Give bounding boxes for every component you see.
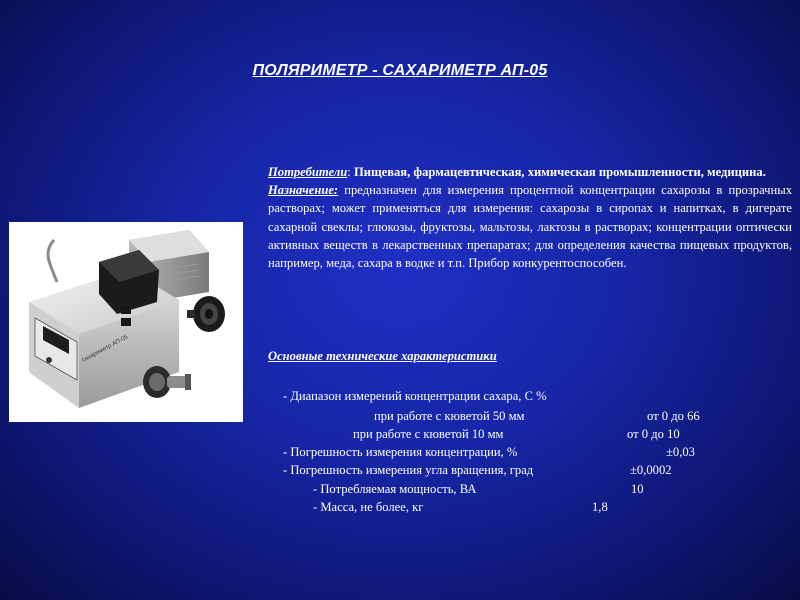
description-block xyxy=(268,163,792,272)
purpose-text: предназначен для измерения процентной концентрации сахарозы в прозрачных растворах; может применяться для измерения: сахарозы в сиропах и напитках, в дигерате сахарной свеклы; глюкозы, фруктозы, мальтозы, лактозы в растворах; концентрации оптически активных веществ в лекарственных препаратах; для определения качества пищевых продуктов, например, меда, сахара в водке и т.п. Прибор конкурентоспособен. xyxy=(268,183,792,271)
spec-cuvette50-value: от 0 до 66 xyxy=(647,409,700,423)
spec-conc-error-label: - Погрешность измерения концентрации, % xyxy=(283,445,518,459)
spec-mass-value: 1,8 xyxy=(592,500,608,514)
spec-mass-label: - Масса, не более, кг xyxy=(313,500,424,514)
specs-heading: Основные технические характеристики xyxy=(268,349,497,363)
spec-power-label: - Потребляемая мощность, ВА xyxy=(313,482,477,496)
consumers-label: Потребители xyxy=(268,165,348,179)
spec-angle-error-label: - Погрешность измерения угла вращения, град xyxy=(283,463,534,477)
spec-range-label: - Диапазон измерений концентрации сахара, С % xyxy=(283,389,547,403)
spec-conc-error-value: ±0,03 xyxy=(666,445,695,459)
spec-cuvette10-value: от 0 до 10 xyxy=(627,427,680,441)
consumers-text: Пищевая, фармацевтическая, химическая промышленности, медицина. xyxy=(353,165,766,179)
consumers-separator: : xyxy=(347,165,351,179)
purpose-label: Назначение: xyxy=(268,183,339,198)
spec-angle-error-value: ±0,0002 xyxy=(630,463,672,477)
device-photo xyxy=(9,222,243,422)
slide-title: ПОЛЯРИМЕТР - САХАРИМЕТР АП-05 xyxy=(252,62,548,79)
saccharimeter-illustration xyxy=(9,222,243,422)
spec-cuvette50-label: при работе с кюветой 50 мм xyxy=(374,409,525,423)
device-brand-label: сахариметр АП-05 xyxy=(81,334,130,364)
spec-power-value: 10 xyxy=(631,482,644,496)
spec-cuvette10-label: при работе с кюветой 10 мм xyxy=(353,427,504,441)
